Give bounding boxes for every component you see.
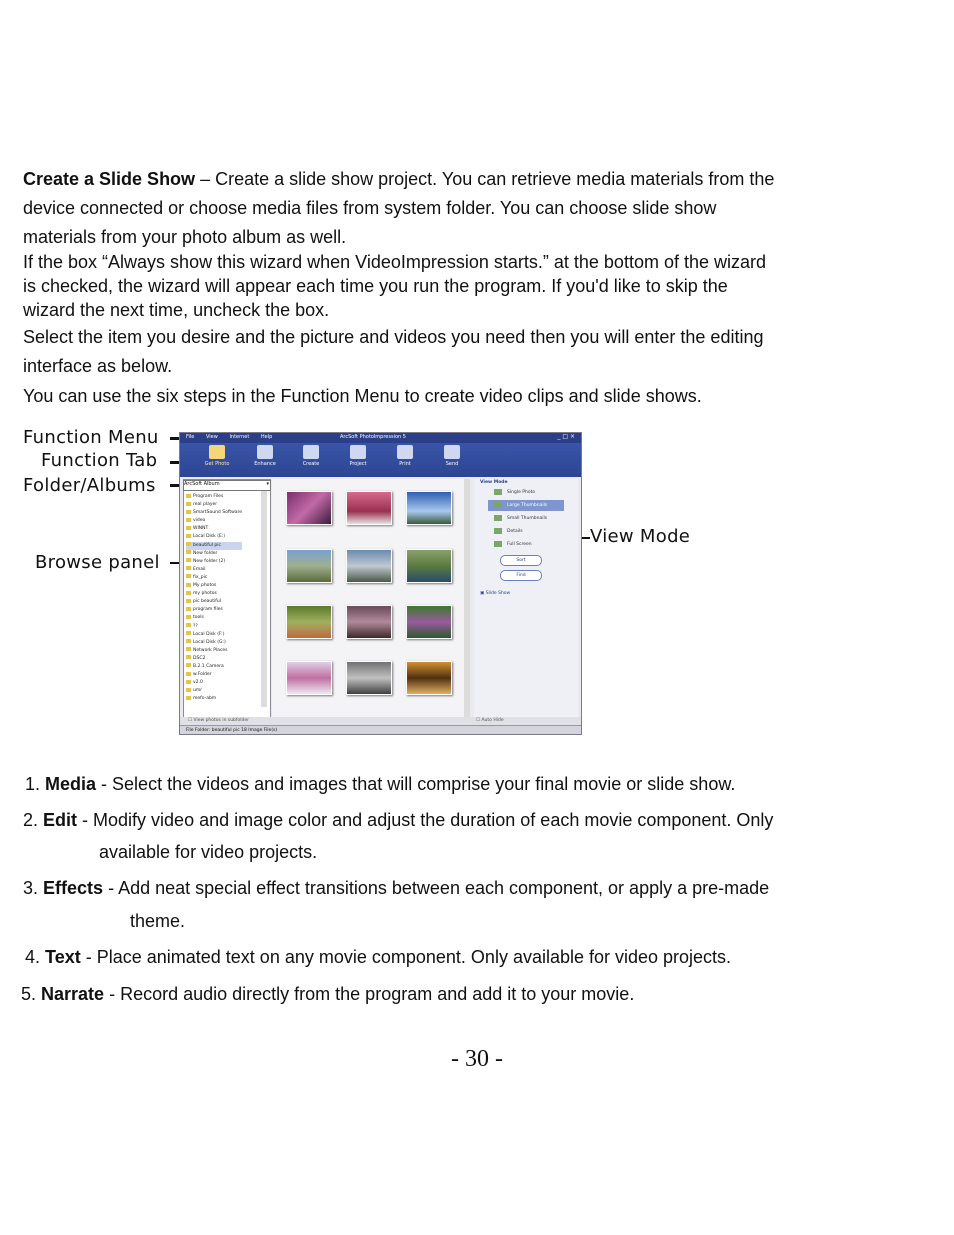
wizard-text-3: wizard the next time, uncheck the box. (23, 300, 330, 320)
view-mode-title: View Mode (480, 480, 508, 485)
step-1-desc: - Select the videos and images that will comprise your final movie or slide show. (96, 774, 736, 794)
folder-tree-item[interactable]: New folder (186, 550, 242, 558)
photo-thumbnail[interactable] (346, 549, 392, 583)
menu-help[interactable]: Help (260, 434, 273, 440)
send-icon (444, 445, 460, 459)
folder-tree-item[interactable]: pic beautiful (186, 598, 242, 606)
intro-text-2: device connected or choose media files from system folder. You can choose slide show (23, 198, 717, 218)
folder-tree-item[interactable]: B.2.1 Camera (186, 663, 242, 671)
folder-tree-item[interactable]: umr (186, 687, 242, 695)
status-bar (180, 725, 581, 735)
title-bar (180, 433, 581, 443)
step-3-desc: - Add neat special effect transitions between each component, or apply a pre-made (103, 878, 770, 898)
photo-thumbnail[interactable] (346, 605, 392, 639)
folder-tree-item[interactable]: fix_pic (186, 574, 242, 582)
page-number: - 30 - (451, 1046, 503, 1072)
folder-tree-item[interactable]: video (186, 517, 242, 525)
chevron-down-icon: ▾ (266, 481, 269, 487)
step-1: 1. Media - Select the videos and images that will comprise your final movie or slide show. (25, 774, 736, 794)
tab-send[interactable]: Send (437, 445, 467, 467)
photo-thumbnail[interactable] (286, 661, 332, 695)
window-controls[interactable]: _ □ × (557, 433, 575, 440)
step-2-continuation: available for video projects. (99, 842, 318, 862)
folder-tree-item[interactable]: program files (186, 606, 242, 614)
print-icon (397, 445, 413, 459)
folder-tree-item[interactable]: mefo-abm (186, 695, 242, 703)
folder-tree-item[interactable]: My photos (186, 582, 242, 590)
photo-thumbnail[interactable] (406, 661, 452, 695)
wizard-text-1: If the box “Always show this wizard when VideoImpression starts.” at the bottom of the wizard (23, 252, 767, 272)
photo-thumbnail[interactable] (406, 491, 452, 525)
folder-tree-item[interactable]: ?? (186, 623, 242, 631)
tab-project[interactable]: Project (343, 445, 373, 467)
slide-show-button[interactable]: ▣ Slide Show (480, 591, 511, 596)
app-screenshot (179, 432, 582, 735)
step-3-continuation: theme. (130, 911, 186, 931)
view-mode-single-photo[interactable]: Single Photo (488, 487, 564, 498)
app-title: ArcSoft PhotoImpression 5 (340, 434, 406, 440)
view-mode-full-screen[interactable]: Full Screen (488, 539, 564, 550)
step-5: 5. Narrate - Record audio directly from the program and add it to your movie. (21, 984, 635, 1004)
view-mode-small-thumbnails[interactable]: Small Thumbnails (488, 513, 564, 524)
tab-print[interactable]: Print (390, 445, 420, 467)
folder-tree-item[interactable]: beautiful pic (186, 542, 242, 550)
section-heading: Create a Slide Show (23, 169, 196, 189)
intro-paragraph (23, 165, 883, 252)
photo-thumbnail[interactable] (286, 605, 332, 639)
step-2-desc: - Modify video and image color and adjust the duration of each movie component. Only (77, 810, 774, 830)
menu-internet[interactable]: Internet (229, 434, 250, 440)
view-mode-large-thumbnails[interactable]: Large Thumbnails (488, 500, 564, 511)
photo-thumbnail[interactable] (346, 661, 392, 695)
step-5-desc: - Record audio directly from the program and add it to your movie. (104, 984, 635, 1004)
step-4-title: Text (45, 947, 81, 967)
tab-create[interactable]: Create (296, 445, 326, 467)
project-icon (350, 445, 366, 459)
step-3-title: Effects (43, 878, 104, 898)
step-2-title: Edit (43, 810, 78, 830)
tab-get-photo[interactable]: Get Photo (202, 445, 232, 467)
step-2: 2. Edit - Modify video and image color and adjust the duration of each movie component. Only (23, 810, 774, 830)
folder-tree-item[interactable]: Local Disk (G:) (186, 639, 242, 647)
callout-function-menu: Function Menu (23, 427, 159, 448)
photo-thumbnail[interactable] (286, 491, 332, 525)
six-steps-paragraph: You can use the six steps in the Function Menu to create video clips and slide shows. (23, 386, 702, 406)
browse-scrollbar[interactable] (464, 479, 470, 717)
folder-tree-item[interactable]: DSC2 (186, 655, 242, 663)
album-select[interactable]: ArcSoft Album ▾ (183, 480, 271, 491)
step-4-desc: - Place animated text on any movie component. Only available for video projects. (80, 947, 732, 967)
callout-folder-albums: Folder/Albums (23, 475, 156, 496)
intro-text-3: materials from your photo album as well. (23, 227, 347, 247)
folder-tree-item[interactable]: Network Places (186, 647, 242, 655)
create-icon (303, 445, 319, 459)
auto-hide-checkbox[interactable]: ☐ Auto Hide (476, 718, 504, 723)
step-5-title: Narrate (41, 984, 105, 1004)
folder-scrollbar[interactable] (261, 491, 267, 707)
folder-tree-item[interactable]: my photos (186, 590, 242, 598)
select-paragraph (23, 323, 883, 381)
intro-text-1: – Create a slide show project. You can retrieve media materials from the (195, 169, 775, 189)
photo-thumbnail[interactable] (286, 549, 332, 583)
folder-tree-item[interactable]: w.Folder (186, 671, 242, 679)
enhance-icon (257, 445, 273, 459)
folder-tree-item[interactable]: v2.0 (186, 679, 242, 687)
folder-tree-item[interactable]: tools (186, 614, 242, 622)
wizard-paragraph (23, 250, 883, 322)
callout-function-tab: Function Tab (41, 450, 158, 471)
photo-thumbnail[interactable] (346, 491, 392, 525)
sort-button[interactable]: Sort (500, 555, 542, 566)
slideshow-icon: ▣ (480, 591, 486, 596)
folder-tree-item[interactable]: WINNT (186, 525, 242, 533)
folder-tree-item[interactable]: SmartSound Software (186, 509, 242, 517)
details-icon (494, 528, 502, 534)
menu-view[interactable]: View (205, 434, 218, 440)
select-text-2: interface as below. (23, 356, 173, 376)
folder-tree-item[interactable]: Local Disk (F:) (186, 631, 242, 639)
wizard-text-2: is checked, the wizard will appear each time you run the program. If you'd like to skip the (23, 276, 728, 296)
status-text: File Folder: beautiful pic 18 Image File(s) (186, 728, 278, 733)
folder-tree-item[interactable]: Email (186, 566, 242, 574)
step-3: 3. Effects - Add neat special effect transitions between each component, or apply a pre-made (23, 878, 770, 898)
large-thumbnails-icon (494, 502, 502, 508)
callout-view-mode: View Mode (590, 526, 691, 547)
subfolder-checkbox[interactable]: ☐ View photos in subfolder (188, 718, 249, 723)
step-1-title: Media (45, 774, 97, 794)
menu-bar (186, 434, 282, 440)
small-thumbnails-icon (494, 515, 502, 521)
single-photo-icon (494, 489, 502, 495)
folder-tree-item[interactable]: real player (186, 501, 242, 509)
find-button[interactable]: Find (500, 570, 542, 581)
folder-tree-item[interactable]: Local Disk (E:) (186, 533, 242, 541)
select-text-1: Select the item you desire and the picture and videos you need then you will enter the editing (23, 327, 764, 347)
folder-tree-item[interactable]: Program Files (186, 493, 242, 501)
folder-tree (186, 493, 242, 703)
tab-enhance[interactable]: Enhance (250, 445, 280, 467)
folder-tree-item[interactable]: New folder (2) (186, 558, 242, 566)
photo-thumbnail[interactable] (406, 605, 452, 639)
browse-panel (272, 479, 467, 717)
callout-browse-panel: Browse panel (35, 552, 160, 573)
menu-file[interactable]: File (186, 434, 195, 440)
full-screen-icon (494, 541, 502, 547)
function-menu-toolbar (180, 443, 581, 477)
step-4: 4. Text - Place animated text on any movie component. Only available for video projects. (25, 947, 732, 967)
photo-thumbnail[interactable] (406, 549, 452, 583)
camera-icon (209, 445, 225, 459)
view-mode-details[interactable]: Details (488, 526, 564, 537)
